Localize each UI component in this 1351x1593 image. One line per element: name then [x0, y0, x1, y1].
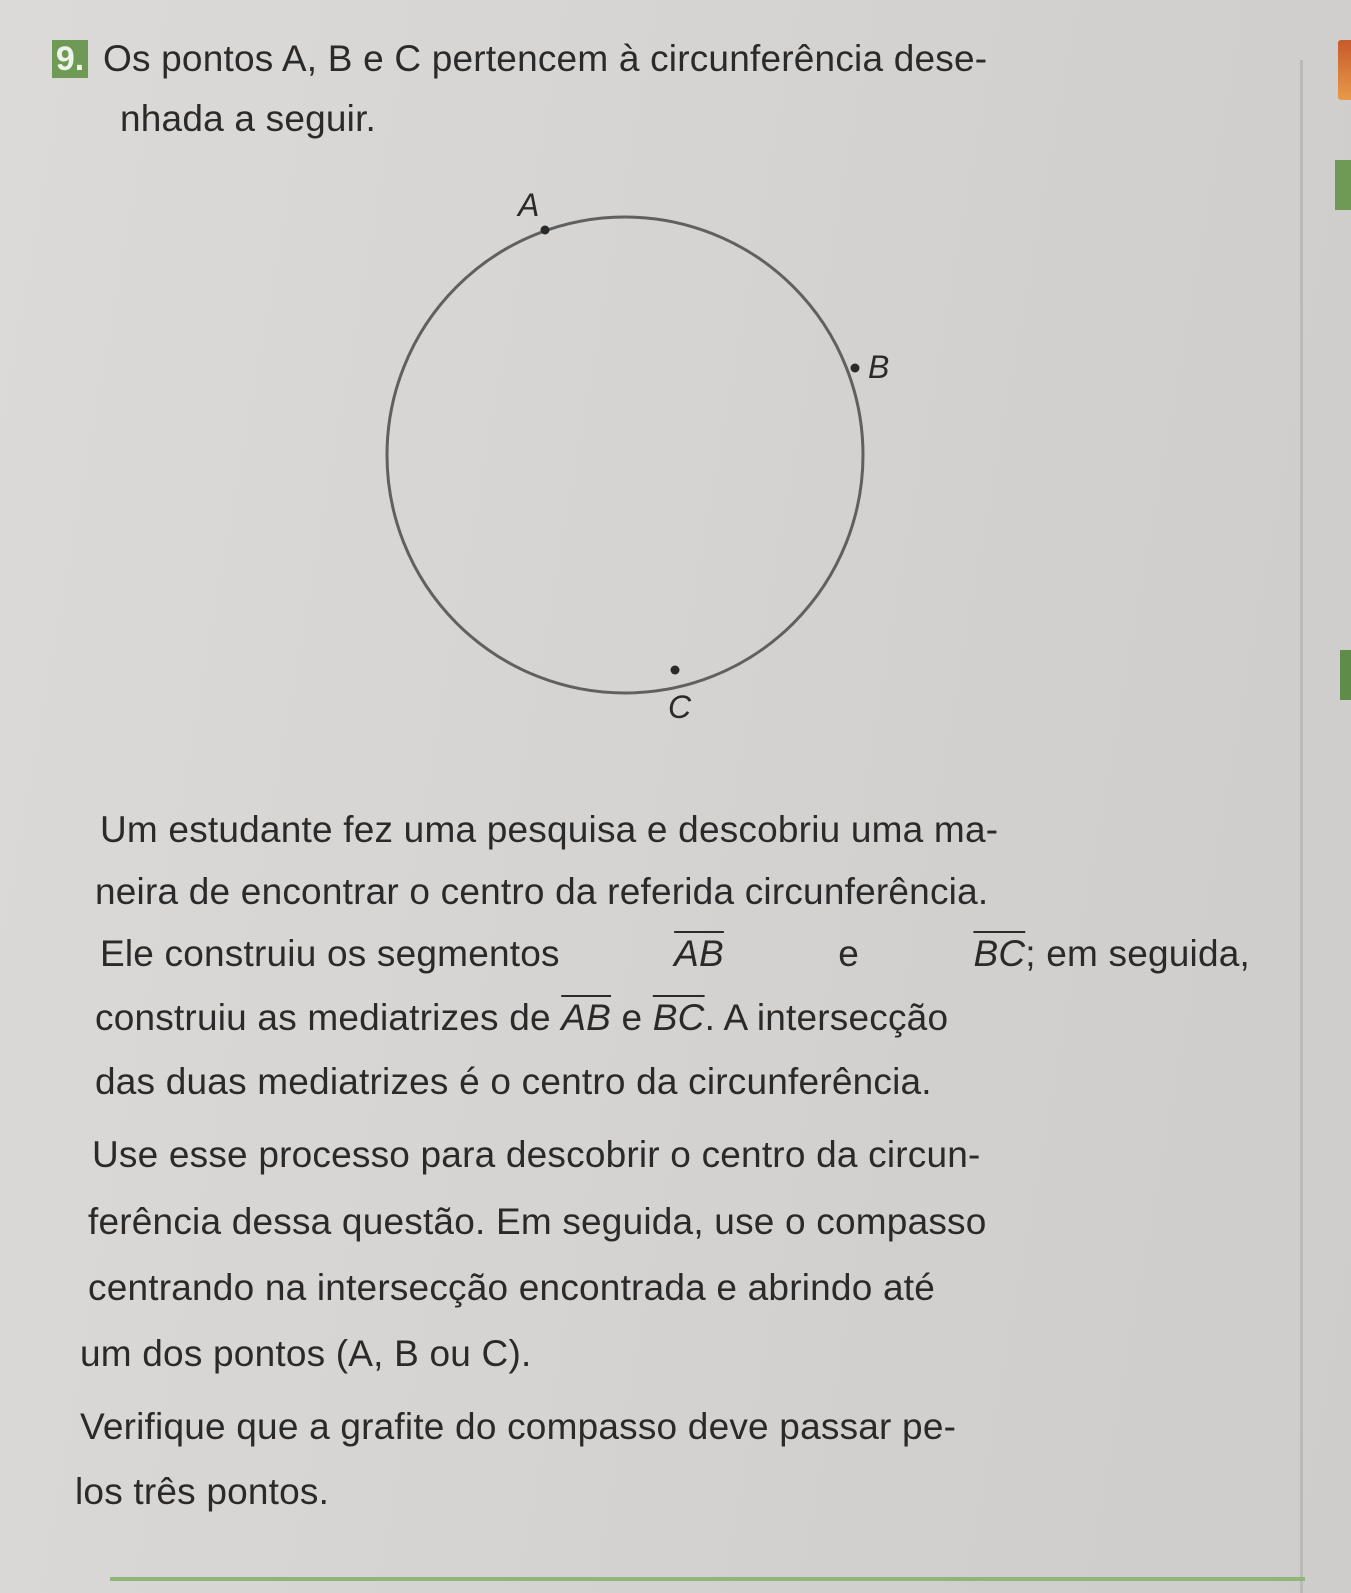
bottom-divider [110, 1577, 1305, 1581]
question-intro-line: nhada a seguir. [120, 98, 377, 139]
point-a-dot [541, 226, 550, 235]
segment-ab: $\overline{AB}$ [674, 933, 724, 974]
circumference [387, 217, 863, 693]
segment-ab: $\overline{AB}$ [561, 997, 612, 1038]
side-tab-orange [1338, 40, 1351, 100]
question-intro-line: Os pontos A, B e C pertencem à circunferência dese- [103, 38, 988, 79]
paragraph-line: Use esse processo para descobrir o centro da circun- [92, 1134, 981, 1175]
point-b-dot [851, 364, 860, 373]
page-edge [1300, 60, 1303, 1593]
point-b-label: B [868, 349, 890, 385]
segment-bc: $\overline{BC}$ [652, 997, 705, 1038]
text-fragment: . A intersecção [704, 997, 949, 1038]
text-fragment: e [621, 997, 643, 1038]
side-tab-green [1340, 650, 1351, 700]
text-fragment: e [838, 933, 860, 974]
paragraph-line: das duas mediatrizes é o centro da circunferência. [95, 1061, 932, 1102]
paragraph-line: Um estudante fez uma pesquisa e descobriu uma ma- [100, 809, 999, 850]
text-fragment: ; em seguida, [1025, 933, 1250, 974]
segment-bc: $\overline{BC}$ [973, 933, 1026, 974]
paragraph-line: um dos pontos (A, B ou C). [80, 1333, 532, 1374]
paragraph-line: centrando na intersecção encontrada e abrindo até [88, 1267, 935, 1308]
side-tab-green [1335, 160, 1351, 210]
paragraph-line [95, 996, 1250, 1040]
point-a-label: A [518, 187, 540, 223]
paragraph-line: neira de encontrar o centro da referida circunferência. [95, 871, 989, 912]
point-c-label: C [668, 689, 692, 725]
paragraph-line: ferência dessa questão. Em seguida, use o compasso [88, 1201, 987, 1242]
question-number-badge: 9. [52, 40, 88, 78]
point-c-dot [671, 666, 680, 675]
text-fragment: construiu as mediatrizes de [95, 997, 551, 1038]
paragraph-line: Verifique que a grafite do compasso deve passar pe- [80, 1406, 957, 1447]
circle-figure [360, 180, 920, 740]
paragraph-line: los três pontos. [75, 1471, 330, 1512]
paragraph-line [100, 932, 1250, 976]
text-fragment: Ele construiu os segmentos [100, 933, 560, 974]
